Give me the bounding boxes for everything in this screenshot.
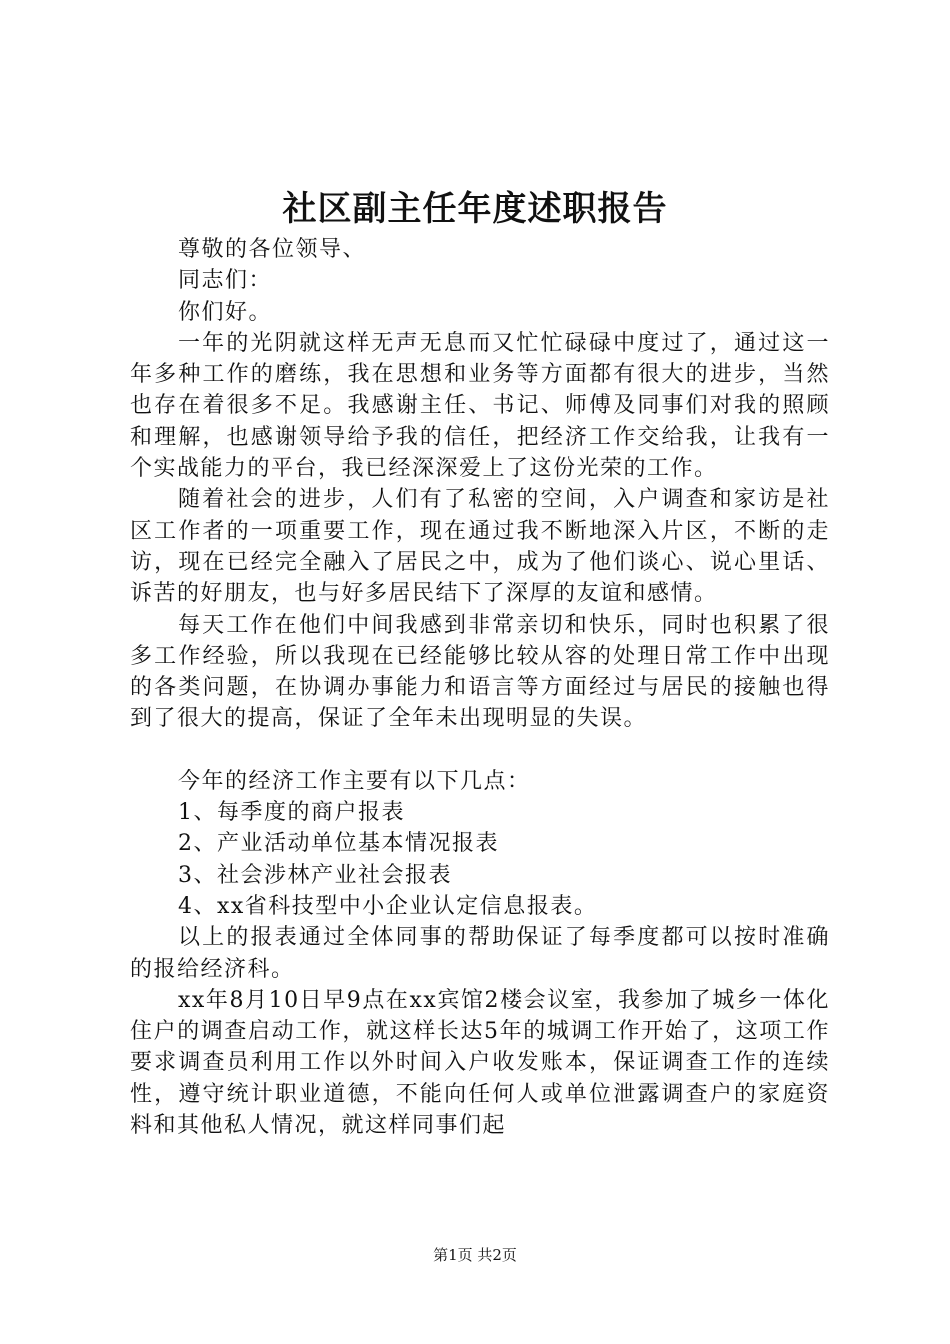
body-paragraph: 随着社会的进步，人们有了私密的空间，入户调查和家访是社区工作者的一项重要工作，现在通过我不断地深入片区，不断的走访，现在已经完全融入了居民之中，成为了他们谈心、说心里话、诉苦的好朋友，也与好多居民结下了深厚的友谊和感情。: [130, 487, 830, 607]
greeting-line: 同志们：: [178, 268, 273, 294]
list-item: 4、xx省科技型中小企业认定信息报表。: [178, 893, 598, 919]
page-number: 第1页 共2页: [433, 1246, 517, 1264]
list-item: 1、每季度的商户报表: [178, 800, 405, 826]
paragraph-spacer: [130, 735, 830, 766]
greeting-line: 尊敬的各位领导、: [178, 237, 367, 262]
body-paragraph: 以上的报表通过全体同事的帮助保证了每季度都可以按时准确的报给经济科。: [130, 925, 830, 982]
body-paragraph: 每天工作在他们中间我感到非常亲切和快乐，同时也积累了很多工作经验，所以我现在已经能够比较从容的处理日常工作中出现的各类问题，在协调办事能力和语言等方面经过与居民的接触也得到了很大的提高，保证了全年未出现明显的失误。: [130, 612, 830, 732]
list-item: 2、产业活动单位基本情况报表: [178, 831, 499, 857]
document-body: [130, 234, 830, 1141]
list-item: 3、社会涉林产业社会报表: [178, 862, 452, 888]
body-paragraph: 一年的光阴就这样无声无息而又忙忙碌碌中度过了，通过这一年多种工作的磨练，我在思想和业务等方面都有很大的进步，当然也存在着很多不足。我感谢主任、书记、师傅及同事们对我的照顾和理解，也感谢领导给予我的信任，把经济工作交给我，让我有一个实战能力的平台，我已经深深爱上了这份光荣的工作。: [130, 330, 830, 482]
body-paragraph: xx年8月10日早9点在xx宾馆2楼会议室，我参加了城乡一体化住户的调查启动工作，就这样长达5年的城调工作开始了，这项工作要求调查员利用工作以外时间入户收发账本，保证调查工作的连续性，遵守统计职业道德，不能向任何人或单位泄露调查户的家庭资料和其他私人情况，就这样同事们起: [130, 987, 830, 1139]
document-title: 社区副主任年度述职报告: [282, 189, 668, 229]
greeting-line: 你们好。: [178, 299, 273, 325]
list-intro: 今年的经济工作主要有以下几点：: [178, 768, 531, 794]
